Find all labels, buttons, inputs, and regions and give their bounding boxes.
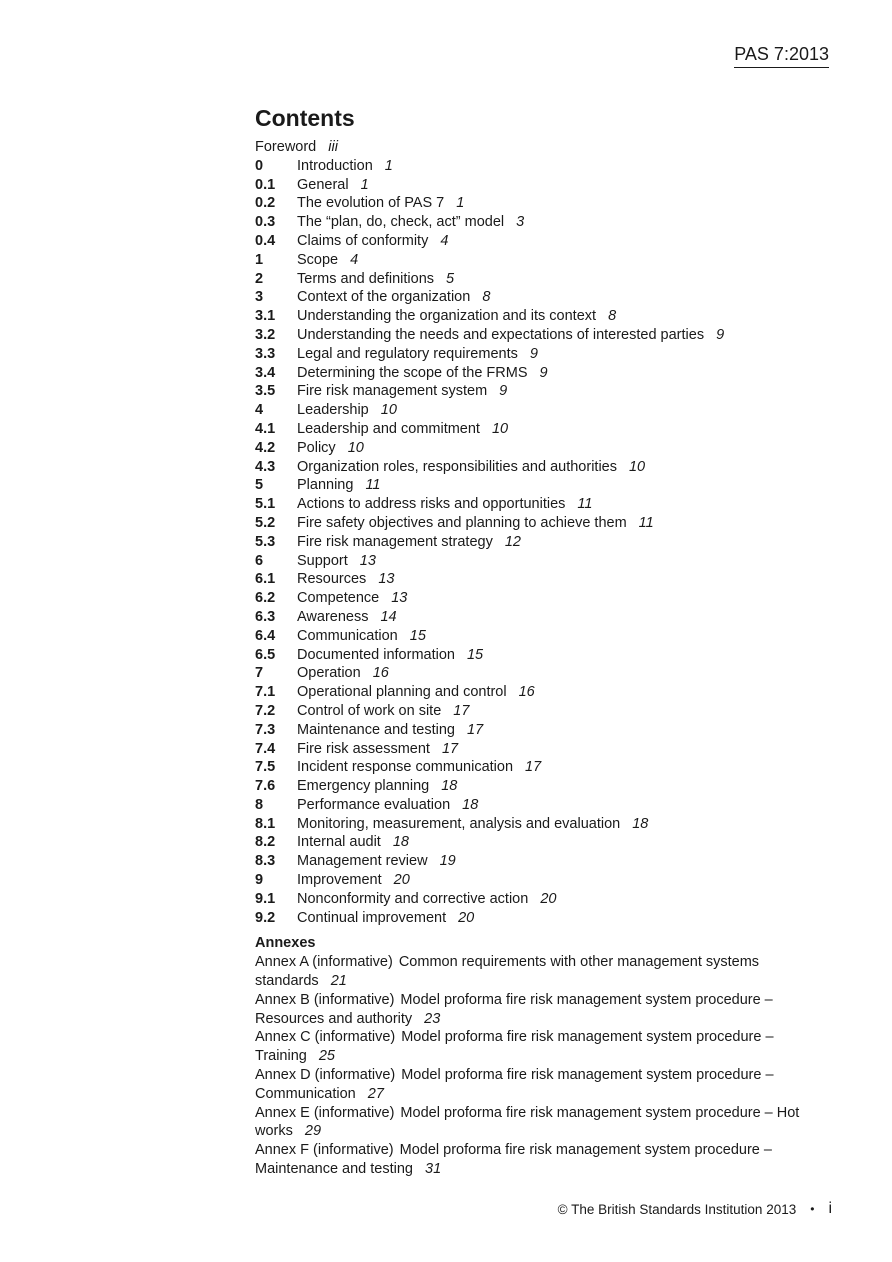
toc-entry-title: Fire risk management strategy [297,533,493,550]
toc-entry [255,288,835,307]
toc-entry-title: Control of work on site [297,702,442,719]
annex-entry [255,953,830,991]
toc-entry-page: 3 [516,214,525,231]
toc-entry-number: 7.5 [255,759,276,776]
toc-entry-title: The evolution of PAS 7 [297,195,445,212]
toc-entry [255,552,835,571]
toc-entry-page: 11 [365,477,381,494]
toc-entry-number: 3.3 [255,345,276,362]
toc-entry [255,326,835,345]
footer-bullet: • [810,1202,815,1216]
toc-entry [255,758,835,777]
toc-entry [255,157,835,176]
toc-entry [255,345,835,364]
toc-entry-title: Communication [297,627,398,644]
toc-entry [255,646,835,665]
annex-title: Model proforma fire risk management system procedure – Resources and authority [255,991,773,1027]
annex-entry [255,1028,830,1066]
toc-entry-title: Organization roles, responsibilities and authorities [297,458,617,475]
toc-entry-page: 10 [628,458,646,475]
toc-entry-number: 6.5 [255,646,276,663]
toc-entry [255,852,835,871]
toc-entry [255,909,835,928]
toc-entry [255,251,835,270]
annex-title: Common requirements with other management systems standards [255,954,760,990]
page-title: Contents [255,105,355,131]
toc-entry-page: 17 [453,702,470,719]
toc-entry-page: 17 [441,740,459,757]
toc-entry-number: 3.1 [255,308,276,325]
toc-entry-title: Leadership [297,402,369,419]
copyright-text: © The British Standards Institution 2013 [557,1201,797,1217]
toc-entry-page: 1 [360,176,369,193]
toc-entry [255,589,835,608]
toc-entry [255,664,835,683]
toc-entry-title: Fire risk assessment [297,740,430,757]
toc-entry-title: Claims of conformity [297,232,429,249]
toc-entry [255,815,835,834]
toc-entry-page: 5 [446,270,455,287]
toc-entry-page: 13 [391,590,408,607]
annex-page: 27 [367,1085,384,1102]
annex-entry [255,1141,830,1179]
toc-entry-page: 19 [439,853,456,870]
toc-entry-page: 20 [393,872,410,889]
toc-entry-title: Improvement [297,872,382,889]
toc-entry-title: Emergency planning [297,778,430,795]
toc-entry-page: 15 [409,627,426,644]
annex-title: Model proforma fire risk management system procedure – Training [255,1029,774,1065]
toc-entry [255,890,835,909]
toc-entry-page: 8 [608,308,617,325]
toc-entry-number: 5.1 [255,496,276,513]
toc-entry-title: Performance evaluation [297,796,451,813]
toc-entry-title: Documented information [297,646,455,663]
toc-entry-number: 3.2 [255,326,276,343]
annex-label: Annex D (informative) [255,1067,396,1084]
toc-entry [255,570,835,589]
annex-page: 23 [424,1010,441,1027]
toc-entry-number: 9.1 [255,890,276,907]
toc-entry-number: 0.4 [255,232,276,249]
toc-entry [255,176,835,195]
toc-entry [255,627,835,646]
toc-entry-page: 20 [458,909,475,926]
toc-entry [255,232,835,251]
toc-entry-page: 1 [456,195,465,212]
toc-entry-title: Management review [297,853,428,870]
toc-entry-title: Introduction [297,157,373,174]
annex-list [255,953,835,1179]
toc-entry [255,495,835,514]
toc-entry-title: Fire risk management system [297,383,488,400]
toc-entry-title: Determining the scope of the FRMS [297,364,528,381]
toc-entry [255,702,835,721]
toc-entry-title: Internal audit [297,834,381,851]
toc-entry-title: Operation [297,665,361,682]
toc-entry-title: Actions to address risks and opportunities [297,496,566,513]
annex-entry [255,1066,830,1104]
annex-page: 25 [318,1048,335,1065]
toc-entry [255,476,835,495]
toc-entry-page: 4 [350,251,359,268]
toc-entry [255,138,835,157]
toc-entry [255,777,835,796]
toc-entry-page: 10 [491,420,509,437]
page-footer [558,1200,832,1218]
toc-entry-title: Foreword [255,139,317,155]
toc-entry-number: 3.5 [255,383,276,400]
toc-entry-title: Maintenance and testing [297,721,455,738]
toc-entry [255,194,835,213]
toc-entry-page: 10 [347,439,364,456]
toc-entry-title: Incident response communication [297,759,514,776]
toc-entry-number: 0.2 [255,195,276,212]
toc-entry-number: 1 [255,251,264,268]
toc-entry [255,401,835,420]
toc-entry-title: Policy [297,439,336,456]
toc-entry-page: 18 [441,778,458,795]
toc-entry-title: Legal and regulatory requirements [297,345,518,362]
toc-entry-page: 10 [380,402,397,419]
annex-label: Annex E (informative) [255,1104,395,1121]
toc-entry-title: Leadership and commitment [297,420,480,437]
toc-entry-page: 13 [359,552,376,569]
toc-entry-number: 4.3 [255,458,276,475]
toc-entry-number: 7.2 [255,702,276,719]
toc-entry-page: iii [328,139,338,155]
toc-entry-page: 9 [529,345,538,362]
toc-entry-number: 5.2 [255,514,276,531]
toc-entry-title: General [297,176,349,193]
contents-section [255,103,835,1179]
toc-entry-title: Planning [297,477,354,494]
toc-entry-number: 8.2 [255,834,276,851]
toc-entry-number: 7.3 [255,721,276,738]
toc-entry-title: Terms and definitions [297,270,435,287]
annex-label: Annex B (informative) [255,991,395,1008]
toc-entry-page: 13 [378,571,395,588]
toc-entry-page: 12 [504,533,521,550]
toc-entry-page: 9 [499,383,508,400]
annex-page: 31 [425,1161,442,1178]
document-id: PAS 7:2013 [734,44,829,68]
toc-entry [255,833,835,852]
toc-entry-number: 3 [255,289,264,306]
toc-entry-page: 16 [372,665,389,682]
toc-entry-title: Context of the organization [297,289,471,306]
annex-entry [255,991,830,1029]
toc-entry [255,533,835,552]
annex-label: Annex F (informative) [255,1142,394,1159]
toc-entry-page: 1 [384,157,393,174]
toc-list [255,138,835,927]
toc-entry-page: 17 [467,721,484,738]
toc-entry-page: 4 [440,232,449,249]
annex-title: Model proforma fire risk management system procedure – Hot works [255,1104,800,1140]
toc-entry-number: 3.4 [255,364,276,381]
toc-entry [255,514,835,533]
toc-entry [255,796,835,815]
toc-entry-number: 9.2 [255,909,276,926]
toc-entry-number: 8.1 [255,815,276,832]
toc-entry [255,270,835,289]
toc-entry [255,213,835,232]
toc-entry-number: 4.2 [255,439,276,456]
toc-entry-title: Monitoring, measurement, analysis and evaluation [297,815,621,832]
toc-entry-title: Scope [297,251,339,268]
toc-entry-page: 18 [392,834,409,851]
toc-entry-number: 7 [255,665,264,682]
toc-entry-page: 16 [518,684,535,701]
toc-entry-page: 17 [525,759,542,776]
toc-entry-number: 0.3 [255,214,276,231]
toc-entry-page: 18 [462,796,479,813]
toc-entry-page: 9 [539,364,548,381]
toc-entry-number: 7.1 [255,684,276,701]
toc-entry-page: 15 [466,646,484,663]
toc-entry-number: 2 [255,270,264,287]
toc-entry [255,608,835,627]
toc-entry [255,871,835,890]
toc-entry-number: 4 [255,402,264,419]
toc-entry-title: Operational planning and control [297,684,507,701]
toc-entry-title: Understanding the needs and expectations of interested parties [297,326,705,343]
annex-page: 21 [330,973,347,990]
toc-entry-number: 8 [255,796,264,813]
toc-entry-title: Continual improvement [297,909,447,926]
annex-title: Model proforma fire risk management system procedure – Communication [255,1067,774,1102]
toc-entry-number: 6.1 [255,571,276,588]
toc-entry-number: 5.3 [255,533,276,550]
toc-entry [255,439,835,458]
toc-entry-page: 14 [380,608,397,625]
toc-entry-title: Resources [297,571,367,588]
toc-entry-page: 9 [716,326,725,343]
toc-entry [255,382,835,401]
toc-entry-number: 7.6 [255,778,276,795]
toc-entry-title: Awareness [297,608,369,625]
toc-entry-number: 6.4 [255,627,276,644]
toc-entry-number: 0.1 [255,176,276,193]
toc-entry-number: 5 [255,477,264,494]
toc-entry-page: 8 [482,289,491,306]
annex-title: Model proforma fire risk management system procedure – Maintenance and testing [255,1142,772,1178]
toc-entry-number: 0 [255,157,264,174]
toc-entry-title: Fire safety objectives and planning to achieve them [297,514,627,531]
annexes-heading: Annexes [255,935,316,952]
toc-entry [255,740,835,759]
toc-entry [255,420,835,439]
toc-entry-title: Support [297,552,348,569]
annex-label: Annex A (informative) [255,954,393,971]
toc-entry-title: Nonconformity and corrective action [297,890,529,907]
toc-entry-number: 8.3 [255,853,276,870]
toc-entry-title: Competence [297,590,380,607]
annex-page: 29 [304,1123,322,1140]
toc-entry-number: 4.1 [255,420,276,437]
toc-entry-number: 6.3 [255,608,276,625]
toc-entry-title: Understanding the organization and its context [297,308,597,325]
page-number: i [828,1200,832,1217]
toc-entry [255,683,835,702]
toc-entry-page: 11 [577,496,593,513]
annex-label: Annex C (informative) [255,1029,396,1046]
toc-entry [255,458,835,477]
toc-entry-number: 9 [255,872,264,889]
toc-entry [255,721,835,740]
annex-entry [255,1104,830,1142]
toc-entry [255,307,835,326]
toc-entry-number: 6 [255,552,264,569]
toc-entry [255,364,835,383]
toc-entry-number: 6.2 [255,590,276,607]
toc-entry-page: 18 [632,815,649,832]
toc-entry-title: The “plan, do, check, act” model [297,214,505,231]
toc-entry-number: 7.4 [255,740,276,757]
toc-entry-page: 11 [638,514,654,531]
toc-entry-page: 20 [540,890,557,907]
